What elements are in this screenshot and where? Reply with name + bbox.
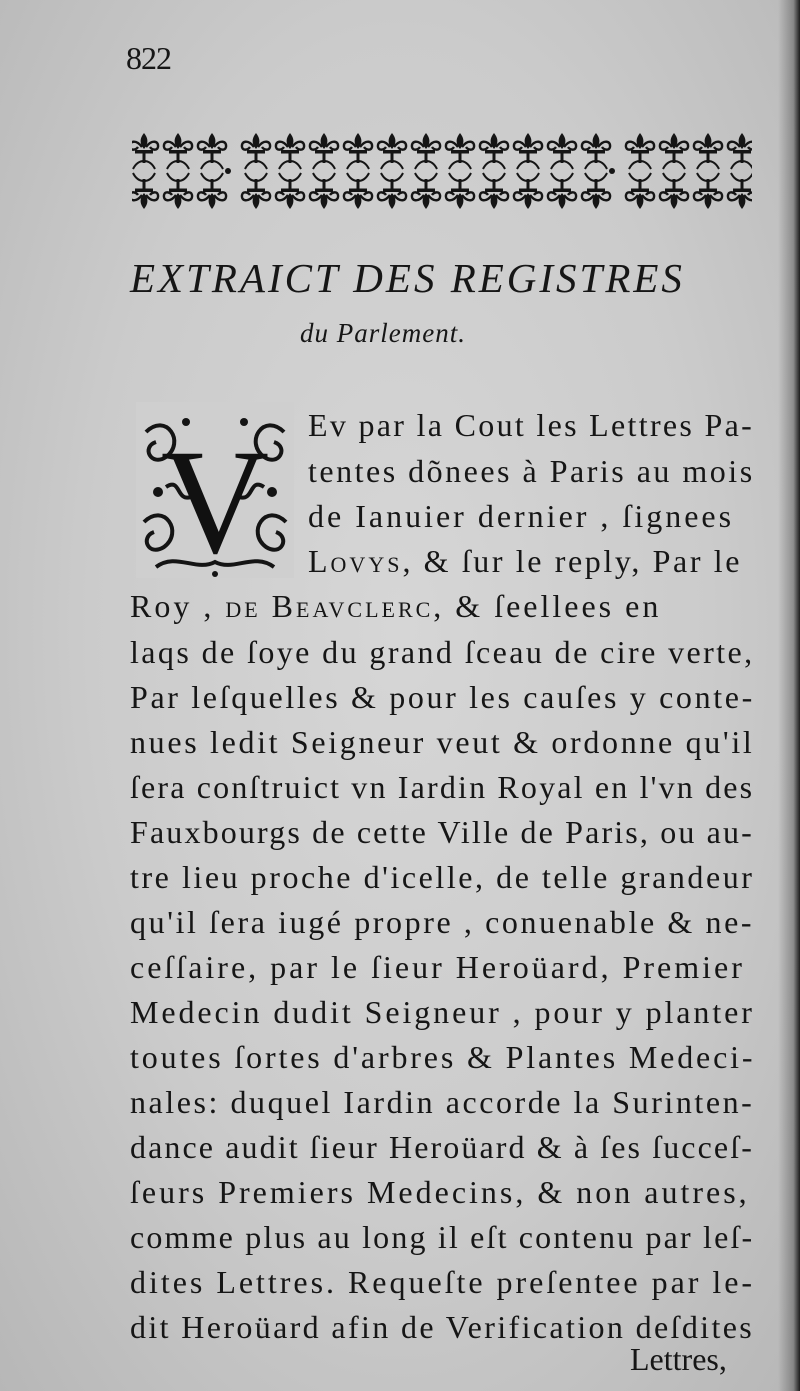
text-line [130, 1176, 750, 1208]
text-line [130, 681, 755, 713]
line-text: tentes dõnees à Paris au mois [308, 453, 755, 489]
decorated-initial-v-icon [136, 402, 294, 578]
line-text: comme plus au long il eſt contenu par leſ- [130, 1219, 755, 1255]
fleur-de-lis-ornament-icon [132, 125, 752, 217]
text-line [308, 409, 754, 441]
page-number: 822 [126, 40, 171, 76]
svg-text:V: V [160, 419, 270, 578]
text-line [308, 500, 734, 532]
line-text: qu'il ſera iugé propre , conuenable & ne- [130, 904, 755, 940]
line-text-smallcaps: Lovys [308, 543, 403, 579]
text-line [308, 545, 742, 577]
text-line [130, 636, 755, 668]
line-text: Lettres, [630, 1341, 727, 1377]
text-line [130, 1266, 755, 1298]
line-text: toutes ſortes d'arbres & Plantes Medeci- [130, 1039, 756, 1075]
text-line [130, 816, 754, 848]
page-title: EXTRAICT DES REGISTRES [130, 255, 685, 301]
text-line [130, 1041, 755, 1073]
text-line [130, 1086, 754, 1118]
line-text-smallcaps: de Beavclerc [225, 588, 434, 624]
line-text: ceſſaire, par le ſieur Heroüard, Premier [130, 949, 745, 985]
page-edge-shadow [778, 0, 800, 1391]
text-line [630, 1343, 727, 1375]
text-line [130, 590, 661, 622]
line-text: Medecin dudit Seigneur , pour y planter [130, 994, 755, 1030]
line-text: laqs de ſoye du grand ſceau de cire verte, [130, 634, 755, 670]
text-line [308, 455, 755, 487]
line-text: nues ledit Seigneur veut & ordonne qu'il [130, 724, 755, 760]
line-text: tre lieu proche d'icelle, de telle grandeur [130, 859, 755, 895]
line-text: dance audit ſieur Heroüard & à ſes ſucceſ- [130, 1129, 754, 1165]
text-line [130, 1131, 754, 1163]
line-text: , & ſur le reply, Par le [402, 543, 743, 579]
line-text: ſera conſtruict vn Iardin Royal en l'vn des [130, 769, 755, 805]
line-text: dites Lettres. Requeſte preſentee par le- [130, 1264, 756, 1300]
line-text: de Ianuier dernier , ſignees [308, 498, 735, 534]
text-line [130, 771, 754, 803]
line-text: nales: duquel Iardin accorde la Surinten- [130, 1084, 755, 1120]
line-text: ſeurs Premiers Medecins, & non autres, [130, 1174, 750, 1210]
text-line [130, 906, 754, 938]
text-line [130, 1221, 754, 1253]
line-text: Ev par la Cout les Lettres Pa- [308, 407, 755, 443]
line-text: dit Heroüard afin de Verification deſdites [130, 1309, 755, 1345]
line-text: Par leſquelles & pour les cauſes y conte- [130, 679, 755, 715]
text-line [130, 861, 755, 893]
text-line [130, 996, 755, 1028]
line-text: Fauxbourgs de cette Ville de Paris, ou au- [130, 814, 754, 850]
page-subtitle: du Parlement. [300, 318, 466, 348]
text-line [130, 951, 745, 983]
line-text: Roy , [130, 588, 226, 624]
text-line [130, 1311, 754, 1343]
text-line [130, 726, 754, 758]
line-text: , & ſeellees en [433, 588, 662, 624]
